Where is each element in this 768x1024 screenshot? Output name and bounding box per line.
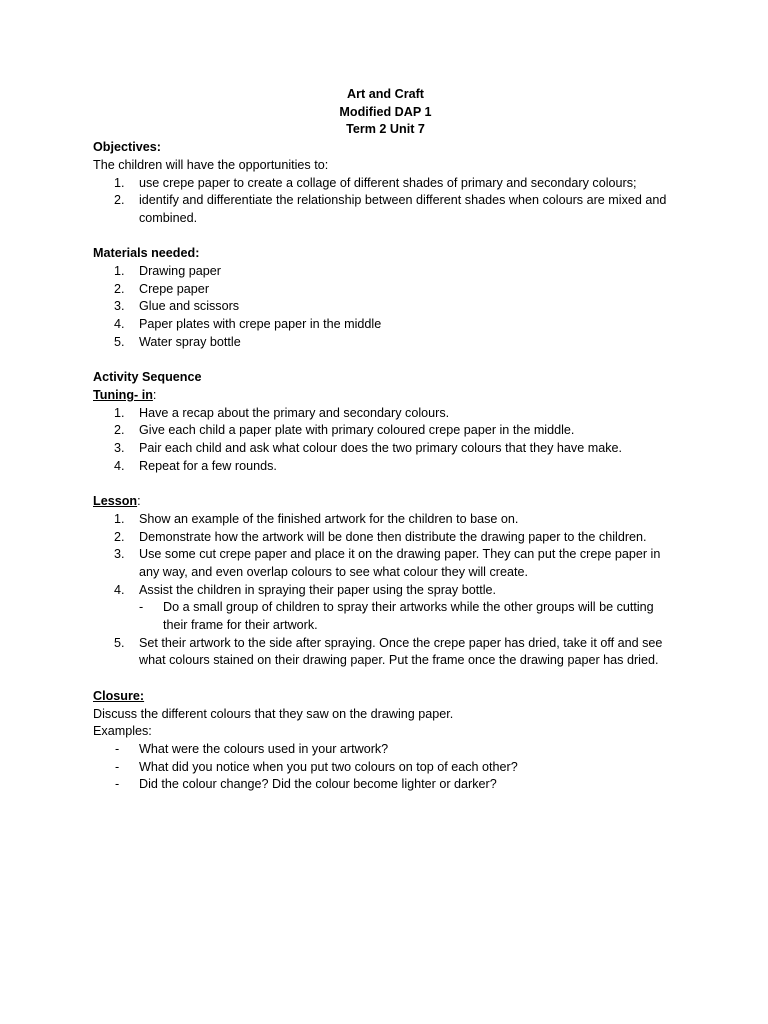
list-item — [93, 440, 678, 458]
examples-label: Examples: — [93, 724, 152, 739]
spacer — [93, 352, 678, 370]
materials-heading: Materials needed: — [93, 246, 200, 261]
tuning-in-label: Tuning- in — [93, 387, 153, 402]
list-item — [93, 316, 678, 334]
dash-bullet: - — [115, 777, 120, 792]
list-item-text: use crepe paper to create a collage of different shades of primary and secondary colours; — [139, 175, 637, 190]
list-item — [93, 458, 678, 476]
list-item — [93, 175, 678, 193]
closure-section — [93, 688, 678, 794]
list-number: 4. — [114, 317, 125, 332]
materials-section — [93, 245, 678, 351]
list-item-text: Have a recap about the primary and secondary colours. — [139, 405, 450, 420]
lesson-list — [93, 511, 678, 670]
list-item-text: Pair each child and ask what colour does the two primary colours that they have make. — [139, 441, 623, 456]
closure-examples-list — [93, 741, 678, 794]
list-item — [93, 635, 678, 670]
closure-heading: Closure: — [93, 688, 145, 703]
list-number: 2. — [114, 193, 125, 208]
list-item — [93, 192, 678, 227]
list-item — [93, 776, 678, 794]
list-item-text: Glue and scissors — [139, 299, 240, 314]
dash-bullet: - — [115, 759, 120, 774]
list-number: 1. — [114, 264, 125, 279]
activity-heading: Activity Sequence — [93, 370, 202, 385]
list-item-text: Use some cut crepe paper and place it on the drawing paper. They can put the crepe paper in any way, and even overlap colours to see what colour they will create. — [139, 547, 661, 579]
list-item-text: Water spray bottle — [139, 334, 241, 349]
list-item — [93, 582, 678, 635]
dash-bullet: - — [139, 600, 144, 615]
list-item — [93, 422, 678, 440]
list-item — [93, 546, 678, 581]
list-number: 4. — [114, 582, 125, 597]
list-item-text: Show an example of the finished artwork for the children to base on. — [139, 511, 519, 526]
list-item — [93, 263, 678, 281]
list-item — [93, 741, 678, 759]
lesson-heading — [93, 493, 678, 511]
tuning-in-colon: : — [152, 387, 157, 402]
spacer — [93, 228, 678, 246]
list-item-text: Set their artwork to the side after spraying. Once the crepe paper has dried, take it off and see what colours stained on their drawing paper. Put the frame once the drawing paper has dried. — [139, 635, 663, 668]
list-item-text: Crepe paper — [139, 281, 210, 296]
list-number: 1. — [114, 405, 125, 420]
materials-list — [93, 263, 678, 352]
spacer — [93, 475, 678, 493]
document-term-unit: Term 2 Unit 7 — [346, 122, 425, 137]
list-number: 5. — [114, 334, 125, 349]
list-number: 3. — [114, 547, 125, 562]
list-item — [93, 298, 678, 316]
list-item-text: Drawing paper — [139, 264, 221, 279]
list-item — [93, 511, 678, 529]
spacer — [93, 670, 678, 688]
list-item-text: Repeat for a few rounds. — [139, 458, 277, 473]
list-number: 2. — [114, 281, 125, 296]
title-block — [93, 86, 678, 139]
list-item — [139, 599, 678, 634]
objectives-list — [93, 175, 678, 228]
list-number: 1. — [114, 511, 125, 526]
list-number: 2. — [114, 529, 125, 544]
list-item-text: Do a small group of children to spray their artworks while the other groups will be cutting their frame for their artwork. — [163, 600, 654, 633]
list-item-text: Did the colour change? Did the colour become lighter or darker? — [139, 777, 497, 792]
document-subtitle: Modified DAP 1 — [339, 104, 432, 119]
list-item-text: Paper plates with crepe paper in the middle — [139, 317, 382, 332]
list-number: 5. — [114, 635, 125, 650]
list-number: 1. — [114, 175, 125, 190]
list-item-text: Assist the children in spraying their paper using the spray bottle. — [139, 582, 497, 597]
lesson-section — [93, 493, 678, 670]
dash-bullet: - — [115, 741, 120, 756]
list-item — [93, 334, 678, 352]
list-item — [93, 405, 678, 423]
list-item — [93, 281, 678, 299]
list-item-text: What were the colours used in your artwork? — [139, 741, 389, 756]
objectives-heading: Objectives: — [93, 140, 161, 155]
list-item-text: Demonstrate how the artwork will be done then distribute the drawing paper to the children. — [139, 529, 647, 544]
list-item-text: What did you notice when you put two colours on top of each other? — [139, 759, 518, 774]
document-title: Art and Craft — [347, 87, 424, 101]
lesson-sub-list — [139, 599, 678, 634]
lesson-label: Lesson — [93, 494, 138, 509]
objectives-section — [93, 139, 678, 228]
list-number: 3. — [114, 299, 125, 314]
tuning-in-list — [93, 405, 678, 476]
closure-intro: Discuss the different colours that they saw on the drawing paper. — [93, 706, 454, 721]
tuning-in-heading — [93, 387, 678, 405]
list-number: 3. — [114, 441, 125, 456]
activity-section — [93, 369, 678, 475]
list-item-text: identify and differentiate the relationship between different shades when colours are mixed and combined. — [139, 193, 667, 225]
lesson-colon: : — [137, 494, 141, 509]
objectives-intro: The children will have the opportunities to: — [93, 157, 329, 172]
list-item-text: Give each child a paper plate with primary coloured crepe paper in the middle. — [139, 423, 575, 438]
list-item — [93, 529, 678, 547]
list-number: 2. — [114, 423, 125, 438]
list-item — [93, 759, 678, 777]
list-number: 4. — [114, 458, 125, 473]
